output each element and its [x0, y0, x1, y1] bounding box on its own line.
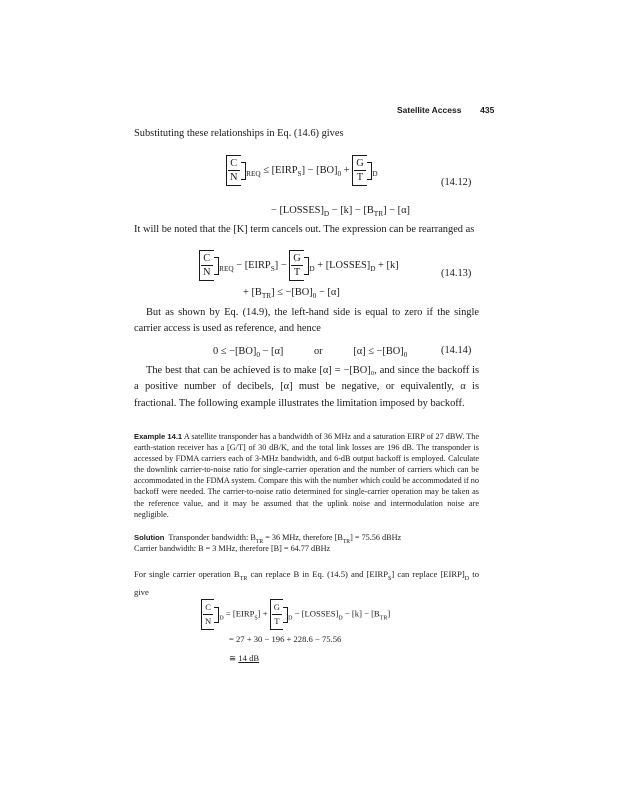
- para-text: to give: [134, 569, 479, 597]
- eq-text: + [k]: [375, 259, 399, 271]
- subscript: D: [219, 615, 224, 622]
- frac-numerator: C: [230, 158, 238, 169]
- frac-denominator: T: [291, 265, 303, 279]
- solution-text: = 36 MHz, therefore [B: [263, 533, 343, 542]
- subscript: 0: [312, 292, 317, 300]
- subscript: D: [323, 210, 330, 218]
- example-label: Example 14.1: [134, 432, 183, 441]
- approx-sign: ≅: [229, 653, 237, 663]
- subscript: TR: [379, 615, 388, 622]
- subscript: D: [370, 264, 376, 273]
- paragraph-left-hand-side: But as shown by Eq. (14.9), the left-hand side is equal to zero if the single carrier access is used as reference, and hence: [134, 307, 479, 335]
- subscript: REQ: [246, 169, 261, 178]
- equation-number-14-14: (14.14): [441, 345, 472, 356]
- subscript: D: [288, 615, 293, 622]
- frac-numerator: G: [273, 602, 280, 612]
- eq-text: + [B: [243, 287, 262, 298]
- calc-text: = [EIRP: [223, 608, 255, 619]
- calc-line-3: [229, 652, 259, 664]
- equation-number-14-12: (14.12): [441, 177, 472, 188]
- eq-text: 0 ≤ −[BO]: [213, 346, 257, 357]
- frac-numerator: C: [205, 602, 211, 612]
- para-text: ] can replace [EIRP]: [391, 569, 465, 579]
- subscript: S: [270, 264, 275, 273]
- subscript: TR: [255, 539, 264, 545]
- example-14-1: [134, 431, 479, 520]
- intro-sentence: Substituting these relationships in Eq. (14.6) gives: [134, 128, 344, 139]
- frac-denominator: N: [230, 172, 238, 183]
- calc-result: 14 dB: [238, 653, 260, 663]
- calc-text: ] +: [257, 608, 268, 619]
- calc-line-1: [201, 599, 390, 630]
- frac-denominator: T: [354, 170, 366, 184]
- frac-denominator: N: [205, 616, 212, 626]
- subscript: TR: [342, 539, 351, 545]
- para-text: For single carrier operation B: [134, 569, 240, 579]
- eq-text: + [LOSSES]: [314, 259, 371, 271]
- solution-text: Transponder bandwidth: B: [168, 533, 256, 542]
- calc-line-2: = 27 + 30 − 196 + 228.6 − 75.56: [229, 634, 342, 644]
- para-text: can replace B in Eq. (14.5) and [EIRP: [247, 569, 389, 579]
- equation-14-12-line-2: [271, 204, 410, 221]
- equation-14-14: [213, 345, 407, 362]
- eq-text: − [EIRP: [233, 259, 271, 271]
- subscript: 0: [256, 351, 260, 359]
- eq-or: or: [313, 346, 323, 357]
- solution-label: Solution: [134, 533, 165, 542]
- eq-text: ] −: [274, 259, 287, 271]
- subscript: D: [372, 169, 378, 178]
- calc-text: − [LOSSES]: [292, 608, 339, 619]
- eq-text: [α] ≤ −[BO]: [353, 346, 404, 357]
- calc-text: − [k] − [B: [342, 608, 380, 619]
- frac-denominator: T: [272, 614, 282, 628]
- eq-text: ≤ [EIRP: [260, 164, 298, 176]
- subscript: TR: [373, 210, 384, 218]
- frac-numerator: G: [356, 158, 364, 169]
- subscript: S: [254, 615, 258, 622]
- solution-text: ] = 75.56 dBHz: [350, 533, 402, 542]
- equation-14-12-line-1: [226, 155, 378, 186]
- subscript: S: [297, 169, 302, 178]
- subscript: REQ: [219, 264, 234, 273]
- subscript: D: [338, 615, 343, 622]
- eq-text: − [α]: [316, 287, 340, 298]
- subscript: TR: [239, 576, 248, 582]
- equation-number-14-13: (14.13): [441, 268, 472, 279]
- subscript: 0: [403, 351, 408, 359]
- frac-denominator: N: [203, 267, 211, 278]
- eq-text: ] − [BO]: [301, 164, 338, 176]
- eq-text: ] − [α]: [383, 205, 410, 216]
- eq-text: ] ≤ −[BO]: [271, 287, 313, 298]
- paragraph-single-carrier: [134, 568, 479, 599]
- subscript: S: [388, 576, 392, 582]
- eq-text: − [α]: [259, 346, 284, 357]
- eq-text: +: [341, 164, 350, 176]
- eq-text: − [LOSSES]: [271, 205, 324, 216]
- paragraph-rearranged: It will be noted that the [K] term cancels out. The expression can be rearranged as: [134, 224, 475, 235]
- running-title: Satellite Access: [397, 105, 462, 115]
- paragraph-best-achieved: The best that can be achieved is to make [α] = −[BO]₀, and since the backoff is a positive number of decibels, [α] must be negative, or equivalently, α is fractional. The following example illustrates the limitation imposed by backoff.: [134, 365, 479, 409]
- example-text: A satellite transponder has a bandwidth of 36 MHz and a saturation EIRP of 27 dBW. The earth-station receiver has a [G/T] of 30 dB/K, and the total link losses are 196 dB. The transponder is accessed by FDMA carriers each of 3-MHz bandwidth, and 6-dB output backoff is employed. Calculate the downlink carrier-to-noise ratio for single-carrier operation and the number of carriers which can be accommodated in the FDMA system. Compare this with the number which could be accommodated if no backoff were needed. The carrier-to-noise ratio determined for single-carrier operation may be taken as the reference value, and it may be assumed that the uplink noise and intermodulation noise are negligible.: [134, 432, 479, 519]
- equation-14-13-line-1: [199, 250, 399, 281]
- frac-numerator: G: [293, 253, 301, 264]
- eq-text: − [k] − [B: [329, 205, 374, 216]
- frac-numerator: C: [203, 253, 211, 264]
- subscript: 0: [337, 169, 342, 178]
- page-number: 435: [480, 105, 495, 115]
- running-header: [397, 105, 494, 115]
- solution-line-2: Carrier bandwidth: B = 3 MHz, therefore [B] = 64.77 dBHz: [134, 544, 331, 553]
- equation-14-13-line-2: [243, 286, 340, 303]
- subscript: D: [309, 264, 315, 273]
- subscript: TR: [261, 292, 272, 300]
- calc-text: ]: [387, 608, 391, 619]
- subscript: D: [464, 576, 470, 582]
